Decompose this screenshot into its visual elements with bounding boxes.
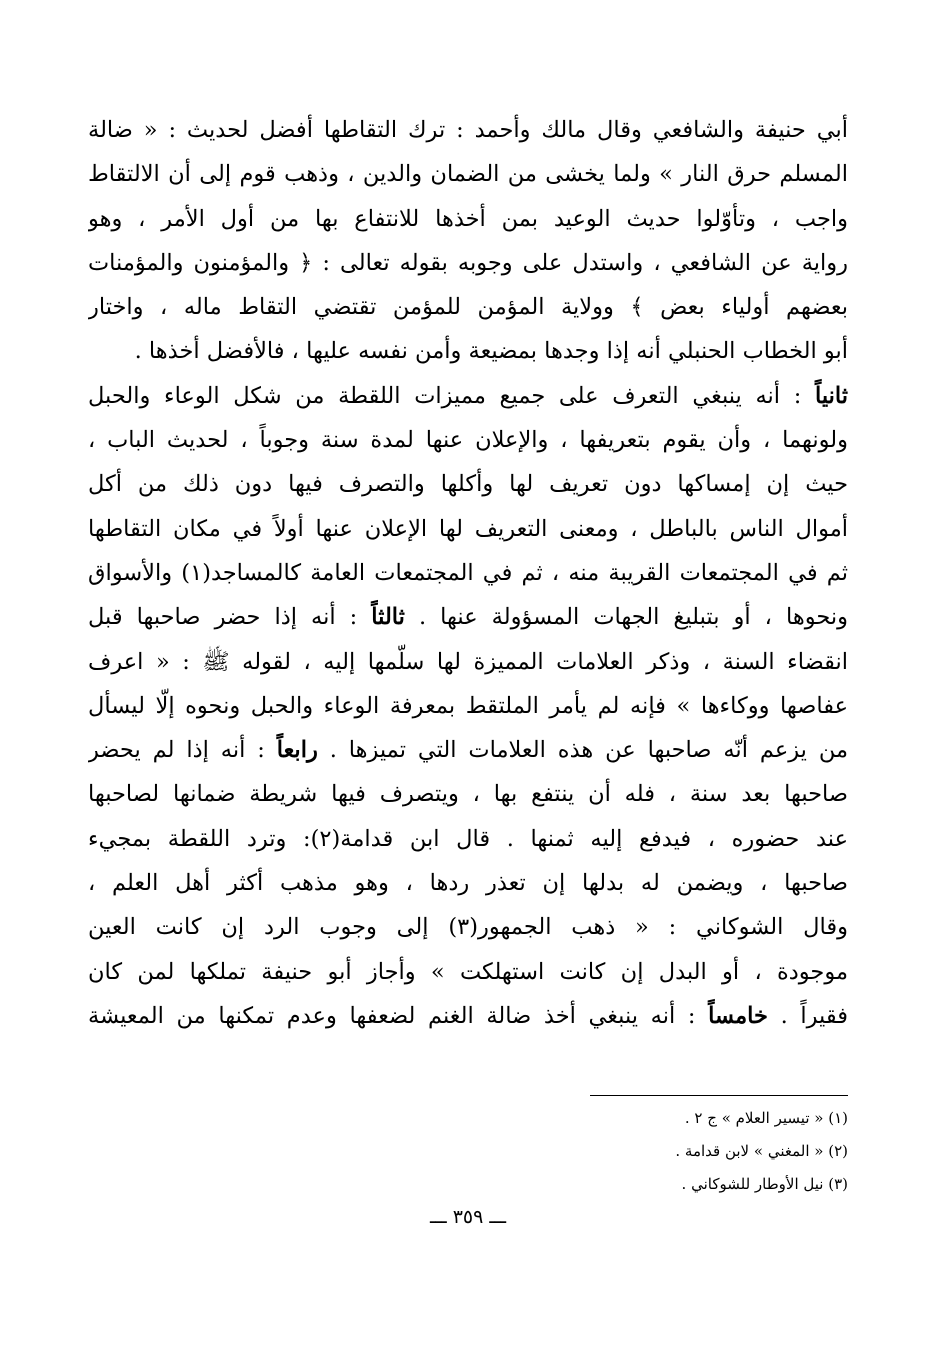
text-line: رواية عن الشافعي ، واستدل على وجوبه بقوله تعالى : ﴿ والمؤمنون والمؤمنات bbox=[88, 249, 848, 276]
text-line: واجب ، وتأوّلوا حديث الوعيد بمن أخذها للانتفاع بها من أول الأمر ، وهو bbox=[88, 205, 848, 232]
footnote: (١) « تيسير العلام » ج ٢ . bbox=[684, 1109, 848, 1127]
text-line: أبو الخطاب الحنبلي أنه إذا وجدها بمضيعة وأمن نفسه عليها ، فالأفضل أخذها . bbox=[134, 338, 848, 365]
text-line: صاحبها بعد سنة ، فله أن ينتفع بها ، ويتصرف فيها شريطة ضمانها لصاحبها bbox=[88, 781, 848, 808]
text-line: موجودة ، أو البدل إن كانت استهلكت » وأجاز أبو حنيفة تملكها لمن كان bbox=[88, 958, 848, 985]
text-line: ثم في المجتمعات القريبة منه ، ثم في المجتمعات العامة كالمساجد(١) والأسواق bbox=[88, 559, 848, 586]
text-line: ولونهما ، وأن يقوم بتعريفها ، والإعلان عنها لمدة سنة وجوباً ، لحديث الباب ، bbox=[88, 427, 848, 454]
text-line: حيث إن إمساكها دون تعريف لها وأكلها والتصرف فيها دون ذلك من أكل bbox=[88, 471, 848, 498]
text-line: فقيراً . خامساً : أنه ينبغي أخذ ضالة الغنم لضعفها وعدم تمكنها من المعيشة bbox=[88, 1002, 848, 1029]
text-line: أموال الناس بالباطل ، ومعنى التعريف لها الإعلان عنها أولاً في مكان التقاطها bbox=[88, 515, 848, 542]
text-line: صاحبها ، ويضمن له بدلها إن تعذر ردها ، وهو مذهب أكثر أهل العلم ، bbox=[88, 870, 848, 897]
text-line: انقضاء السنة ، وذكر العلامات المميزة لها سلّمها إليه ، لقوله ﷺ : « اعرف bbox=[88, 648, 848, 675]
body-text bbox=[88, 108, 848, 1038]
text-line: المسلم حرق النار » ولما يخشى من الضمان والدين ، وذهب قوم إلى أن الالتقاط bbox=[88, 161, 848, 188]
text-line: ونحوها ، أو بتبليغ الجهات المسؤولة عنها . ثالثاً : أنه إذا حضر صاحبها قبل bbox=[88, 604, 848, 631]
footnote-separator bbox=[590, 1095, 848, 1096]
section-marker: ثالثاً bbox=[371, 604, 405, 631]
section-marker: ثانياً bbox=[814, 382, 848, 409]
text-line: ثانياً : أنه ينبغي التعرف على جميع مميزات اللقطة من شكل الوعاء والحبل bbox=[88, 382, 848, 409]
section-marker: خامساً bbox=[708, 1002, 768, 1029]
page-number: ـــ ٣٥٩ ـــ bbox=[429, 1206, 507, 1228]
section-marker: رابعاً bbox=[276, 737, 318, 764]
text-line: بعضهم أولياء بعض ﴾ وولاية المؤمن للمؤمن تقتضي التقاط ماله ، واختار bbox=[88, 294, 848, 321]
footnote: (٢) « المغني » لابن قدامة . bbox=[675, 1142, 848, 1160]
footnote: (٣) نيل الأوطار للشوكاني . bbox=[681, 1175, 848, 1193]
text-line: من يزعم أنّه صاحبها عن هذه العلامات التي تميزها . رابعاً : أنه إذا لم يحضر bbox=[88, 737, 848, 764]
text-line: وقال الشوكاني : « ذهب الجمهور(٣) إلى وجوب الرد إن كانت العين bbox=[88, 914, 848, 941]
text-line: أبي حنيفة والشافعي وقال مالك وأحمد : ترك التقاطها أفضل لحديث : « ضالة bbox=[88, 117, 848, 143]
text-line: عفاصها ووكاءها » فإنه لم يأمر الملتقط بمعرفة الوعاء والحبل ونحوه إلّا ليسأل bbox=[88, 692, 848, 719]
footnotes bbox=[448, 1102, 848, 1201]
text-line: عند حضوره ، فيدفع إليه ثمنها . قال ابن قدامة(٢): وترد اللقطة بمجيء bbox=[88, 825, 848, 852]
